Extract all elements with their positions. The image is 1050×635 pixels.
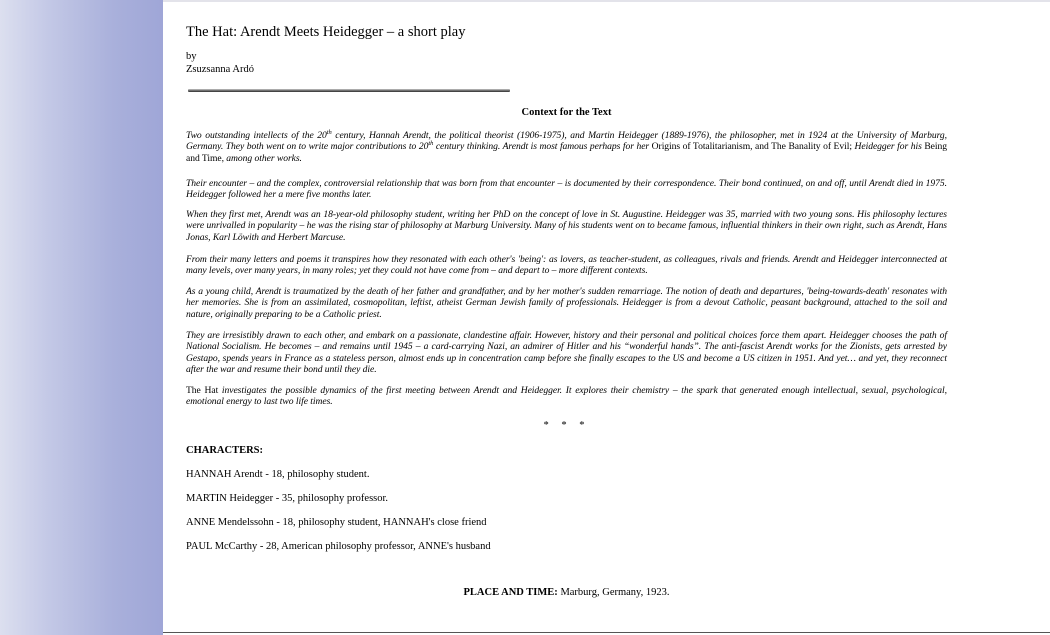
character-paul: PAUL McCarthy - 28, American philosophy professor, ANNE's husband: [186, 541, 491, 552]
character-hannah: HANNAH Arendt - 18, philosophy student.: [186, 469, 370, 480]
context-paragraph-1: Two outstanding intellects of the 20th century, Hannah Arendt, the political theorist (1906-1975), and Martin Heidegger (1889-1976), the philosopher, met in 1924 at the University of Marburg, Germany. They both went on to write major contributions to 20th century thinking. Arendt is most famous perhaps for her Origins of Totalitarianism, and The Banality of Evil; Heidegger for his Being and Time, among other works.: [186, 128, 947, 164]
context-paragraph-3: When they first met, Arendt was an 18-year-old philosophy student, writing her PhD on the concept of love in St. Augustine. Heidegger was 35, married with two young sons. His philosophy lectures were unrivalled in popularity – he was the rising star of philosophy at Marburg University. Many of his students went on to became famous, influential thinkers in their own right, such as Arendt, Hans Jonas, Karl Löwith and Herbert Marcuse.: [186, 209, 947, 243]
horizontal-rule: [188, 89, 510, 92]
context-paragraph-5: As a young child, Arendt is traumatized by the death of her father and grandfather, and by her mother's sudden remarriage. The notion of death and departures, 'being-towards-death' resonates with her memories. She is from an assimilated, cosmopolitan, leftist, atheist German Jewish family of professionals. Heidegger is from a devout Catholic, peasant background, attached to the soil and nature, originally preparing to be a Catholic priest.: [186, 286, 947, 320]
context-paragraph-2: Their encounter – and the complex, controversial relationship that was born from that encounter – is documented by their correspondence. Their bond continued, on and off, until Arendt died in 1975. Heidegger followed her a mere five months later.: [186, 178, 947, 201]
place-and-time-value: Marburg, Germany, 1923.: [557, 587, 670, 598]
play-title: The Hat: Arendt Meets Heidegger – a short play: [186, 24, 466, 40]
place-and-time-label: PLACE AND TIME:: [463, 587, 558, 598]
bottom-edge: [163, 632, 1050, 633]
left-gradient-strip: [0, 0, 163, 635]
context-paragraph-6: They are irresistibly drawn to each other, and embark on a passionate, clandestine affair. However, history and their personal and political choices force them apart. Heidegger chooses the path of National Socialism. He becomes – and remains until 1945 – a card-carrying Nazi, an admirer of Hitler and his “wonderful hands”. The anti-fascist Arendt works for the Zionists, gets arrested by Gestapo, spends years in France as a stateless person, almost ends up in concentration camp before she finally escapes to the US and become a US citizen in 1951. And yet… and yet, they reconnect after the war and resume their bond until they die.: [186, 330, 947, 375]
context-paragraph-4: From their many letters and poems it transpires how they resonated with each other's 'being': as lovers, as teacher-student, as colleagues, rivals and friends. Arendt and Heidegger interconnected at many levels, over many years, in many roles; yet they could not have come from – and depart to – more different contexts.: [186, 254, 947, 277]
section-separator: * * *: [543, 420, 590, 431]
place-and-time: [186, 587, 947, 598]
characters-heading: CHARACTERS:: [186, 445, 264, 456]
author-name: Zsuzsanna Ardó: [186, 64, 254, 75]
character-martin: MARTIN Heidegger - 35, philosophy professor.: [186, 493, 389, 504]
context-heading: Context for the Text: [521, 107, 612, 118]
context-paragraph-7: The Hat investigates the possible dynamics of the first meeting between Arendt and Heidegger. It explores their chemistry – the spark that generated enough intellectual, sexual, psychological, emotional energy to last two life times.: [186, 385, 947, 408]
character-anne: ANNE Mendelssohn - 18, philosophy student, HANNAH's close friend: [186, 517, 487, 528]
byline-by: by: [186, 51, 197, 62]
